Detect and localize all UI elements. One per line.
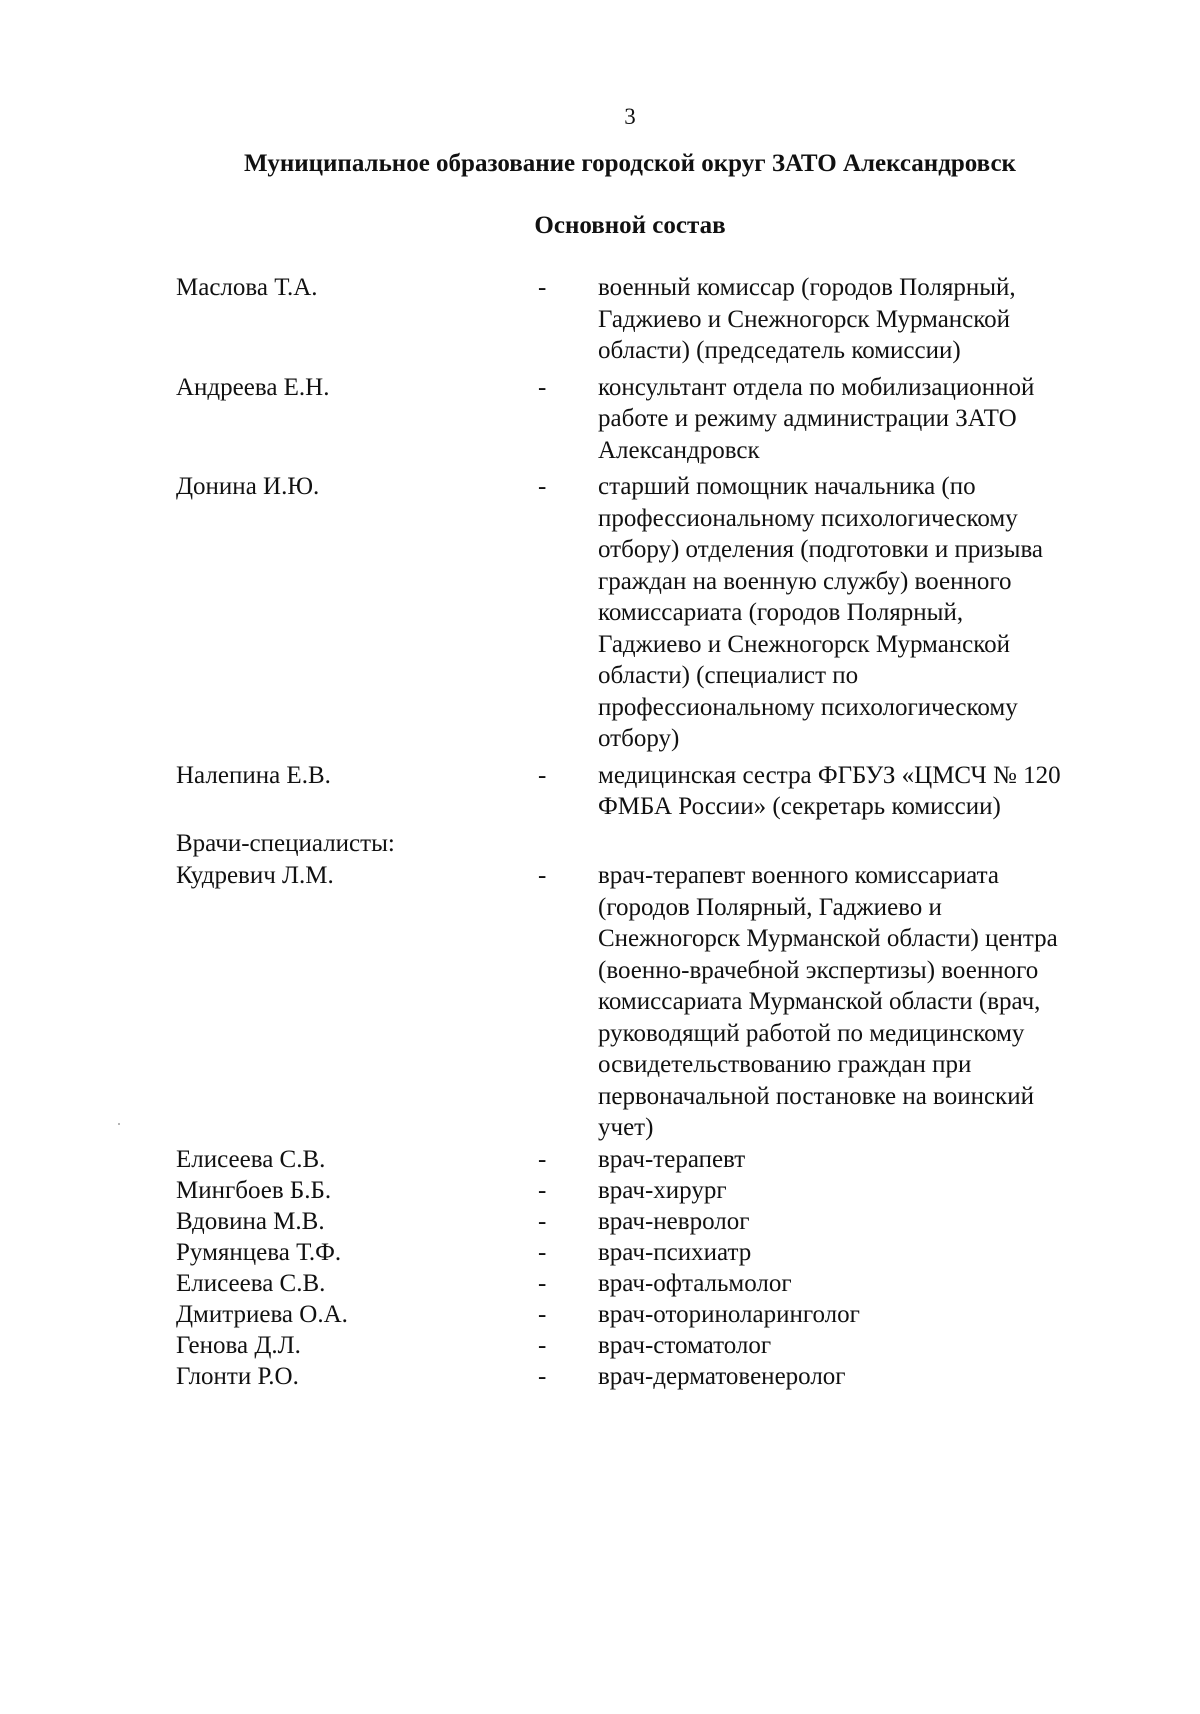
page-number: 3 xyxy=(624,104,636,129)
role-line: освидетельствованию граждан при xyxy=(598,1051,972,1078)
member-role xyxy=(598,372,1116,467)
lead-doctor-row xyxy=(176,860,1116,1144)
member-name: Маслова Т.А. xyxy=(176,274,318,301)
doctor-name: Мингбоев Б.Б. xyxy=(176,1176,332,1204)
member-row xyxy=(176,760,1116,823)
doctor-dash: - xyxy=(538,1145,547,1173)
doctor-dash: - xyxy=(538,1331,547,1359)
role-line: врач-терапевт военного комиссариата xyxy=(598,862,999,889)
member-role xyxy=(598,272,1116,367)
document-title: Муниципальное образование городской округ ЗАТО Александровск xyxy=(244,150,1016,177)
doctor-role: врач-терапевт xyxy=(598,1145,746,1173)
doctor-role: врач-хирург xyxy=(598,1176,727,1204)
doctor-row xyxy=(176,1237,1116,1268)
member-row xyxy=(176,372,1116,467)
member-role xyxy=(598,760,1116,823)
doctor-dash: - xyxy=(538,1300,547,1328)
doctor-name: Румянцева Т.Ф. xyxy=(176,1238,342,1266)
role-line: профессиональному психологическому xyxy=(598,504,1018,532)
doctor-dash: - xyxy=(538,1269,547,1297)
member-name: Андреева Е.Н. xyxy=(176,373,330,401)
role-line: (военно-врачебной экспертизы) военного xyxy=(598,956,1039,984)
doctor-dash: - xyxy=(538,1362,547,1390)
role-line: руководящий работой по медицинскому xyxy=(598,1019,1025,1047)
doctor-row xyxy=(176,1299,1116,1330)
role-line: (городов Полярный, Гаджиево и xyxy=(598,893,942,921)
doctor-role: врач-стоматолог xyxy=(598,1331,772,1359)
doctor-name: Вдовина М.В. xyxy=(176,1207,325,1235)
role-line: Снежногорск Мурманской области) центра xyxy=(598,925,1058,952)
role-line: старший помощник начальника (по xyxy=(598,473,976,500)
member-dash: - xyxy=(538,274,547,301)
doctor-dash: - xyxy=(538,862,547,889)
doctor-row xyxy=(176,1144,1116,1175)
doctor-dash: - xyxy=(538,1176,547,1204)
member-row xyxy=(176,471,1116,755)
role-line: отбору) отделения (подготовки и призыва xyxy=(598,536,1044,563)
role-line: учет) xyxy=(598,1114,654,1141)
doctors-label: Врачи-специалисты: xyxy=(176,829,395,857)
doctor-name: Дмитриева О.А. xyxy=(176,1300,348,1328)
member-name: Налепина Е.В. xyxy=(176,761,331,789)
doctor-role: врач-психиатр xyxy=(598,1238,752,1266)
role-line: комиссариата (городов Полярный, xyxy=(598,599,964,626)
doctor-name: Кудревич Л.М. xyxy=(176,862,334,889)
role-line: Гаджиево и Снежногорск Мурманской xyxy=(598,305,1011,333)
doctor-dash: - xyxy=(538,1238,547,1266)
scan-dust-mark xyxy=(118,1123,120,1125)
role-line: граждан на военную службу) военного xyxy=(598,567,1012,595)
doctor-role: врач-дерматовенеролог xyxy=(598,1362,846,1390)
commission-roster xyxy=(176,272,1116,1392)
doctor-row xyxy=(176,1361,1116,1392)
doctor-row xyxy=(176,1175,1116,1206)
role-line: области) (специалист по xyxy=(598,662,859,689)
member-row xyxy=(176,272,1116,367)
role-line: работе и режиму администрации ЗАТО xyxy=(598,405,1017,432)
doctor-role: врач-невролог xyxy=(598,1207,750,1235)
role-line: медицинская сестра ФГБУЗ «ЦМСЧ № 120 xyxy=(598,761,1061,789)
doctor-row xyxy=(176,1268,1116,1299)
doctor-role: врач-оториноларинголог xyxy=(598,1300,860,1328)
doctor-list xyxy=(176,1144,1116,1392)
member-role xyxy=(598,471,1116,755)
doctor-role xyxy=(598,860,1116,1144)
role-line: отбору) xyxy=(598,725,680,752)
role-line: области) (председатель комиссии) xyxy=(598,337,961,364)
member-dash: - xyxy=(538,761,547,789)
role-line: Гаджиево и Снежногорск Мурманской xyxy=(598,630,1011,658)
member-dash: - xyxy=(538,473,547,500)
role-line: первоначальной постановке на воинский xyxy=(598,1082,1034,1110)
section-title: Основной состав xyxy=(534,212,726,239)
doctor-role: врач-офтальмолог xyxy=(598,1269,792,1297)
role-line: Александровск xyxy=(598,436,760,464)
doctor-row xyxy=(176,1330,1116,1361)
doctor-name: Глонти Р.О. xyxy=(176,1362,299,1390)
member-name: Донина И.Ю. xyxy=(176,473,320,500)
doctor-dash: - xyxy=(538,1207,547,1235)
role-line: комиссариата Мурманской области (врач, xyxy=(598,988,1041,1015)
role-line: военный комиссар (городов Полярный, xyxy=(598,274,1016,301)
doctor-name: Елисеева С.В. xyxy=(176,1145,326,1173)
role-line: консультант отдела по мобилизационной xyxy=(598,373,1035,401)
role-line: профессиональному психологическому xyxy=(598,693,1018,721)
doctor-name: Елисеева С.В. xyxy=(176,1269,326,1297)
doctor-row xyxy=(176,1206,1116,1237)
role-line: ФМБА России» (секретарь комиссии) xyxy=(598,793,1001,820)
member-dash: - xyxy=(538,373,547,401)
doctor-name: Генова Д.Л. xyxy=(176,1331,301,1359)
